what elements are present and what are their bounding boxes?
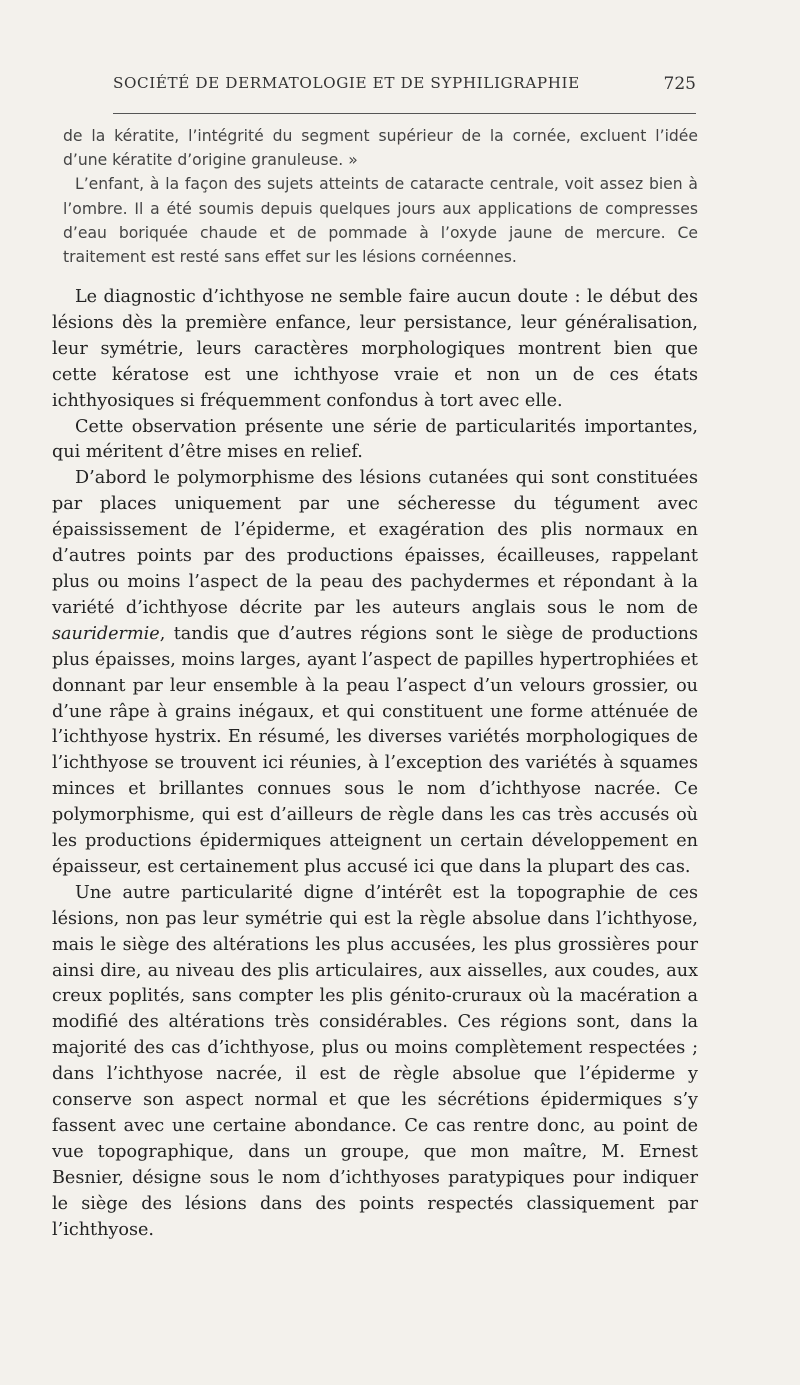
body-paragraph-3-part-1: D’abord le polymorphisme des lésions cutanées qui sont constituées par places uniquement par une sécheresse du tégument avec épaississement de l’épiderme, et exagération des plis normaux en d’autres points par des productions épaisses, écailleuses, rappelant plus ou moins l’aspect de la peau des pachydermes et répondant à la variété d’ichthyose décrite par les auteurs anglais sous le nom de: [52, 468, 698, 618]
body-paragraph-3: [52, 466, 698, 881]
running-title: SOCIÉTÉ DE DERMATOLOGIE ET DE SYPHILIGRAPHIE: [113, 74, 580, 92]
quoted-observation-block: [63, 124, 698, 269]
quoted-paragraph-2: L’enfant, à la façon des sujets atteints de cataracte centrale, voit assez bien à l’ombre. Il a été soumis depuis quelques jours aux applications de compresses d’eau boriquée chaude et de pommade à l’oxyde jaune de mercure. Ce traitement est resté sans effet sur les lésions cornéennes.: [63, 175, 698, 267]
body-paragraph-2: Cette observation présente une série de particularités importantes, qui méritent d’être mises en relief.: [52, 416, 698, 463]
header-rule: [113, 113, 696, 114]
italic-term-saurider-mie: sauridermie: [52, 623, 160, 644]
body-paragraph-1: Le diagnostic d’ichthyose ne semble faire aucun doute : le début des lésions dès la première enfance, leur persistance, leur généralisation, leur symétrie, leurs caractères morphologiques montrent bien que cette kératose est une ichthyose vraie et non un de ces états ichthyosiques si fréquemment confondus à tort avec elle.: [52, 287, 698, 411]
body-paragraph-4: Une autre particularité digne d’intérêt est la topographie de ces lésions, non pas leur symétrie qui est la règle absolue dans l’ichthyose, mais le siège des altérations les plus accusées, les plus grossières pour ainsi dire, au niveau des plis articulaires, aux aisselles, aux coudes, aux creux poplités, sans compter les plis génito-cruraux où la macération a modifié des altérations très considérables. Ces régions sont, dans la majorité des cas d’ichthyose, plus ou moins complètement respectées ; dans l’ichthyose nacrée, il est de règle absolue que l’épiderme y conserve son aspect normal et que les sécrétions épidermiques s’y fassent avec une certaine abondance. Ce cas rentre donc, au point de vue topographique, dans un groupe, que mon maître, M. Ernest Besnier, désigne sous le nom d’ichthyoses paratypiques pour indiquer le siège des lésions dans des points respectés classiquement par l’ichthyose.: [52, 882, 698, 1240]
quoted-paragraph-1: de la kératite, l’intégrité du segment supérieur de la cornée, excluent l’idée d’une kératite d’origine granuleuse. »: [63, 127, 698, 170]
main-body-text: [52, 285, 698, 1244]
page-number: 725: [663, 74, 696, 94]
page-header: [113, 74, 696, 100]
body-paragraph-3-part-2: , tandis que d’autres régions sont le siège de productions plus épaisses, moins larges, ayant l’aspect de papilles hypertrophiées et donnant par leur ensemble à la peau l’aspect d’un velours grossier, ou d’une râpe à grains inégaux, et qui constituent une forme atténuée de l’ichthyose hystrix. En résumé, les diverses variétés morphologiques de l’ichthyose se trouvent ici réunies, à l’exception des variétés à squames minces et brillantes connues sous le nom d’ichthyose nacrée. Ce polymorphisme, qui est d’ailleurs de règle dans les cas très accusés où les productions épidermiques atteignent un certain développement en épaisseur, est certainement plus accusé ici que dans la plupart des cas.: [52, 623, 698, 877]
